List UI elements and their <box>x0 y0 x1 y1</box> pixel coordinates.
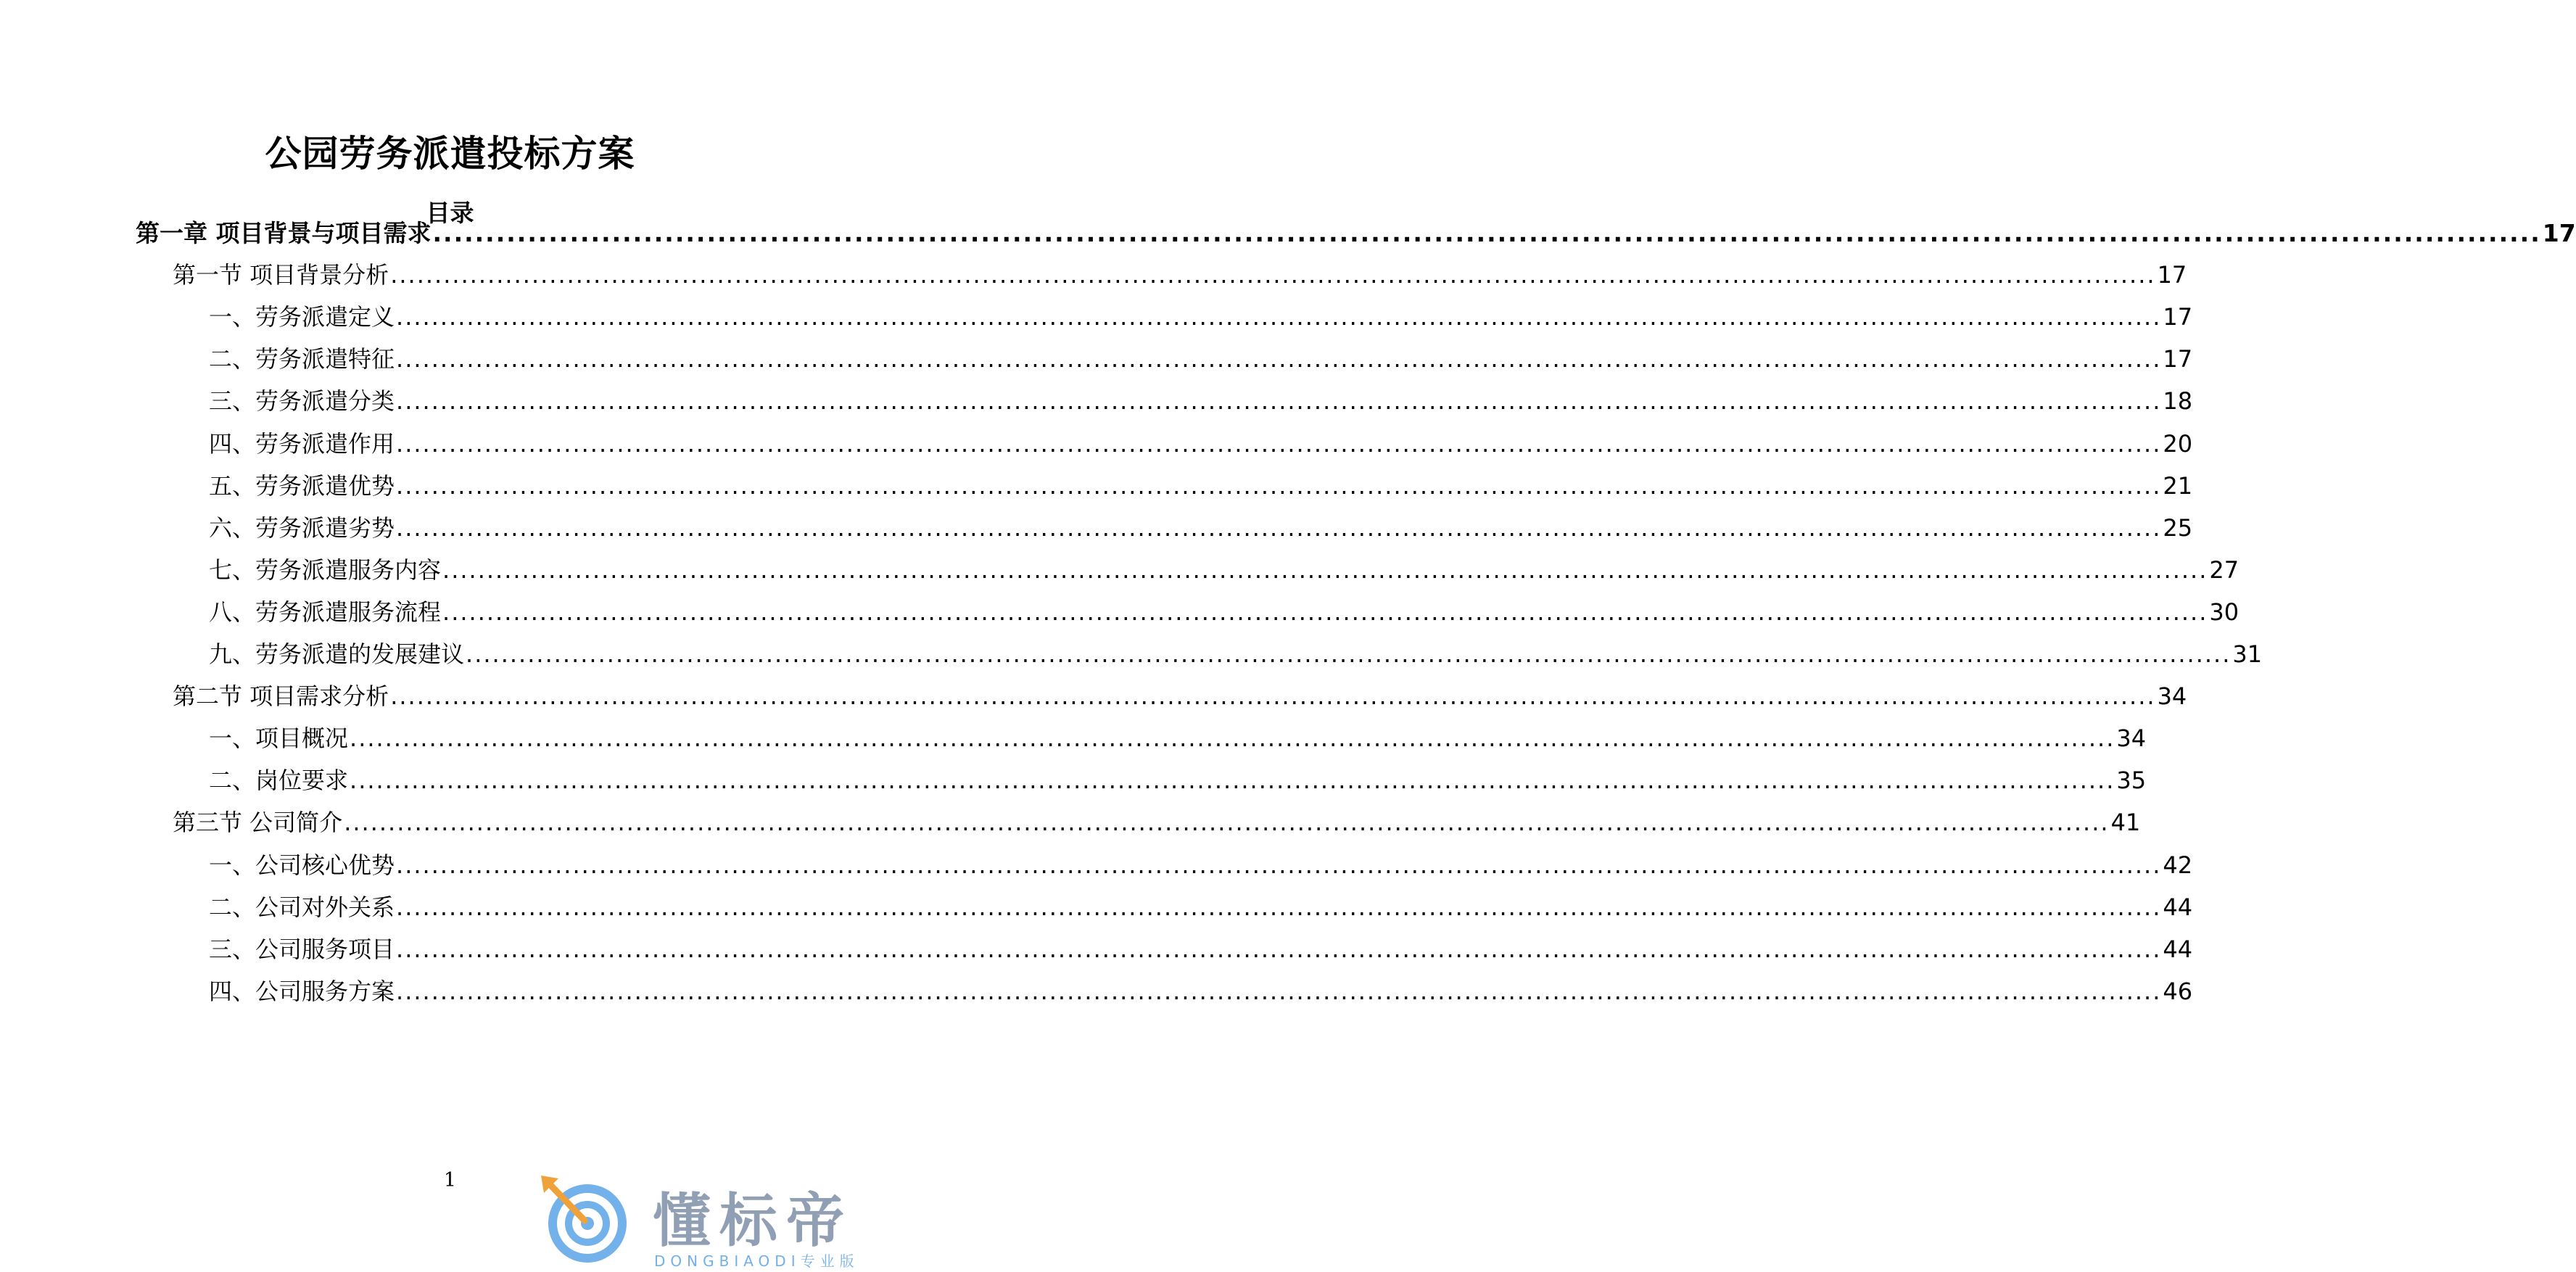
toc-leader-dots: ........................................................................................................................................................................................................ <box>344 809 2110 836</box>
toc-leader-dots: ........................................................................................................................................................................................................ <box>396 472 2162 500</box>
toc-leader-dots: ........................................................................................................................................................................................................ <box>466 640 2232 668</box>
toc-entry-label: 一、劳务派遣定义 <box>209 303 395 331</box>
toc-leader-dots: ........................................................................................................................................................................................................ <box>350 724 2115 752</box>
toc-leader-dots: ........................................................................................................................................................................................................ <box>350 767 2115 794</box>
toc-entry-label: 七、劳务派遣服务内容 <box>209 556 442 584</box>
toc-entry-page: 30 <box>2209 598 2239 626</box>
toc-entry-label: 第二节 项目需求分析 <box>173 682 389 710</box>
toc-entry-page: 35 <box>2116 767 2147 794</box>
toc-entry-page: 20 <box>2163 430 2193 458</box>
toc-entry-label: 八、劳务派遣服务流程 <box>209 598 442 626</box>
toc-entry-label: 四、劳务派遣作用 <box>209 430 395 458</box>
toc-entry-page: 27 <box>2209 556 2239 584</box>
document-title: 公园劳务派遣投标方案 <box>265 133 635 175</box>
toc-entry[interactable] <box>209 889 2193 921</box>
toc-leader-dots: ........................................................................................................................................................................................................ <box>396 514 2162 542</box>
toc-entry[interactable] <box>209 468 2193 500</box>
toc-entry-page: 21 <box>2163 472 2193 500</box>
toc-leader-dots: ........................................................................................................................................................................................................ <box>442 598 2208 626</box>
toc-leader-dots: ........................................................................................................................................................................................................ <box>432 219 2541 247</box>
toc-entry-page: 44 <box>2163 893 2193 921</box>
toc-entry[interactable] <box>209 594 2239 626</box>
toc-entry-label: 第三节 公司简介 <box>173 809 343 836</box>
toc-entry[interactable] <box>209 720 2147 752</box>
toc-entry-label: 五、劳务派遣优势 <box>209 472 395 500</box>
toc-entry-page: 18 <box>2163 387 2193 415</box>
toc-entry-page: 46 <box>2163 978 2193 1005</box>
toc-leader-dots: ........................................................................................................................................................................................................ <box>396 387 2162 415</box>
toc-leader-dots: ........................................................................................................................................................................................................ <box>396 893 2162 921</box>
toc-entry-label: 六、劳务派遣劣势 <box>209 514 395 542</box>
toc-entry-label: 一、公司核心优势 <box>209 851 395 879</box>
toc-leader-dots: ........................................................................................................................................................................................................ <box>396 936 2162 963</box>
toc-entry[interactable] <box>209 341 2193 373</box>
toc-entry-label: 二、公司对外关系 <box>209 893 395 921</box>
toc-entry[interactable] <box>173 678 2187 710</box>
toc-entry[interactable] <box>173 257 2187 289</box>
toc-entry-page: 25 <box>2163 514 2193 542</box>
toc-leader-dots: ........................................................................................................................................................................................................ <box>396 303 2162 331</box>
toc-entry[interactable] <box>209 383 2193 415</box>
page-number: 1 <box>443 1169 457 1192</box>
toc-entry[interactable] <box>209 762 2147 794</box>
toc-entry[interactable] <box>209 299 2193 331</box>
toc-entry-label: 九、劳务派遣的发展建议 <box>209 640 465 668</box>
toc-entry[interactable] <box>209 973 2193 1005</box>
toc-entry[interactable] <box>136 215 2576 247</box>
watermark <box>537 1171 885 1269</box>
toc-leader-dots: ........................................................................................................................................................................................................ <box>396 345 2162 373</box>
toc-entry-page: 41 <box>2110 809 2141 836</box>
toc-entry-page: 31 <box>2232 640 2263 668</box>
toc-entry-label: 一、项目概况 <box>209 724 349 752</box>
toc-entry-page: 42 <box>2163 851 2193 879</box>
toc-leader-dots: ........................................................................................................................................................................................................ <box>442 556 2208 584</box>
toc-leader-dots: ........................................................................................................................................................................................................ <box>390 261 2156 289</box>
watermark-subtitle: DONGBIAODI专业版 <box>654 1252 859 1270</box>
toc-entry-page: 34 <box>2157 682 2187 710</box>
toc-entry-page: 17 <box>2157 261 2187 289</box>
toc-entry-page: 17 <box>2542 219 2576 247</box>
toc-entry-page: 34 <box>2116 724 2147 752</box>
toc-entry-label: 第一章 项目背景与项目需求 <box>136 219 432 247</box>
toc-leader-dots: ........................................................................................................................................................................................................ <box>390 682 2156 710</box>
toc-entry[interactable] <box>209 931 2193 963</box>
toc-entry[interactable] <box>209 552 2239 584</box>
toc-entry-label: 三、公司服务项目 <box>209 936 395 963</box>
toc-entry[interactable] <box>209 426 2193 458</box>
watermark-name: 懂标帝 <box>653 1187 853 1255</box>
toc-entry-label: 第一节 项目背景分析 <box>173 261 389 289</box>
toc-entry[interactable] <box>173 804 2141 836</box>
toc-entry-page: 44 <box>2163 936 2193 963</box>
toc-entry-page: 17 <box>2163 345 2193 373</box>
toc-entry-label: 三、劳务派遣分类 <box>209 387 395 415</box>
toc-leader-dots: ........................................................................................................................................................................................................ <box>396 851 2162 879</box>
toc-entry-label: 四、公司服务方案 <box>209 978 395 1005</box>
toc-leader-dots: ........................................................................................................................................................................................................ <box>396 978 2162 1005</box>
toc-heading: 目录 <box>426 199 474 227</box>
toc-leader-dots: ........................................................................................................................................................................................................ <box>396 430 2162 458</box>
toc-entry-label: 二、岗位要求 <box>209 767 349 794</box>
toc-entry-label: 二、劳务派遣特征 <box>209 345 395 373</box>
toc-entry[interactable] <box>209 510 2193 542</box>
toc-entry[interactable] <box>209 636 2263 668</box>
toc-entry[interactable] <box>209 847 2193 879</box>
target-arrow-icon <box>537 1171 627 1269</box>
toc-entry-page: 17 <box>2163 303 2193 331</box>
